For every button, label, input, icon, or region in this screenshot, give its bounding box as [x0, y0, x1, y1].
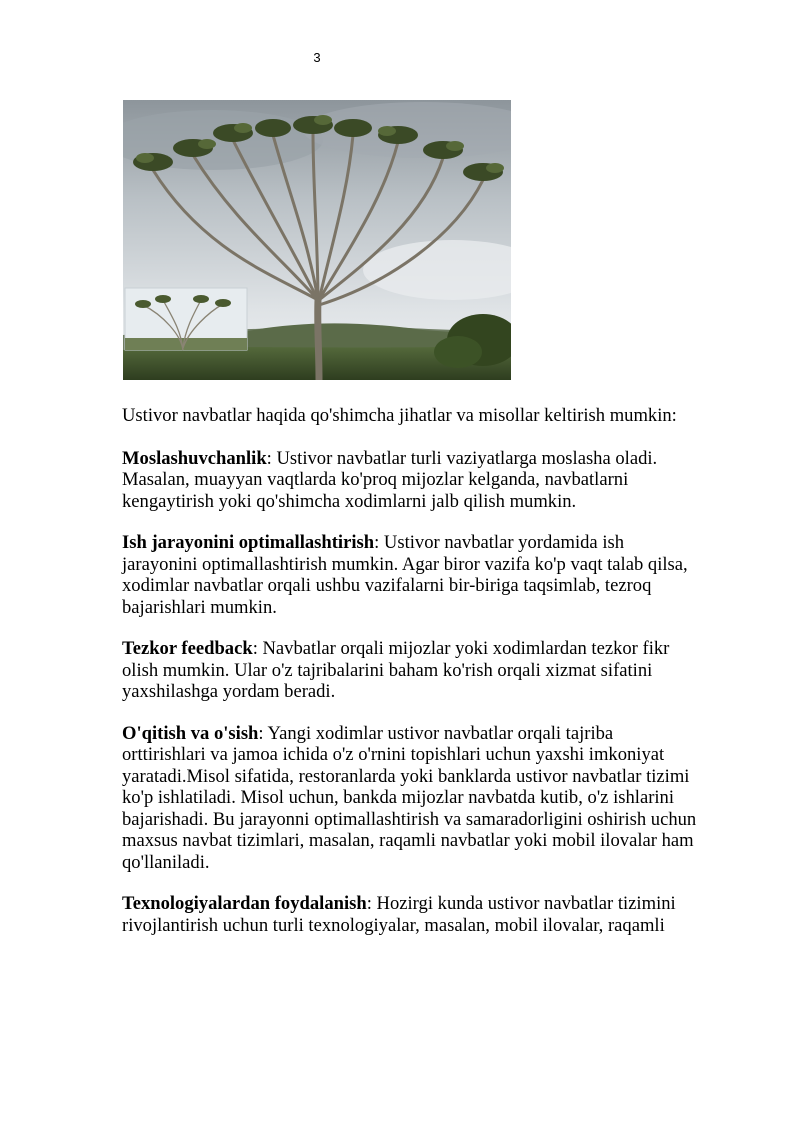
document-body [122, 405, 697, 956]
section-paragraph [122, 532, 697, 618]
section-text: : Ustivor navbatlar turli vaziyatlarga moslasha oladi. Masalan, muayyan vaqtlarda ko'proq mijozlar kelganda, navbatlarni kengaytirish yoki qo'shimcha xodimlarni jalb qilish mumkin. [122, 447, 658, 512]
section-title: Moslashuvchanlik [122, 447, 267, 469]
section-title: O'qitish va o'sish [122, 722, 259, 744]
section-text: : Hozirgi kunda ustivor navbatlar tizimini rivojlantirish uchun turli texnologiyalar, masalan, mobil ilovalar, raqamli [122, 893, 676, 936]
tree-photo [123, 100, 511, 380]
section-title: Ish jarayonini optimallashtirish [122, 532, 375, 553]
section-paragraph [122, 893, 697, 936]
section-text: : Yangi xodimlar ustivor navbatlar orqali tajriba orttirishlari va jamoa ichida o'z o'rnini topishlari uchun yaxshi imkoniyat yaratadi.Misol sifatida, restoranlarda yoki banklarda ustivor navbatlar tizimi ko'p ishlatiladi. Misol uchun, bankda mijozlar navbatda kutib, o'z ishlarini bajarishadi. Bu jarayonni optimallashtirish va samaradorligini oshirish uchun maxsus navbat tizimlari, masalan, raqamli navbatlar yoki mobil ilovalar ham qo'llaniladi. [122, 722, 697, 873]
intro-paragraph: Ustivor navbatlar haqida qo'shimcha jihatlar va misollar keltirish mumkin: [122, 405, 677, 426]
inset-photo [125, 288, 247, 350]
section-title: Texnologiyalardan foydalanish [122, 893, 367, 914]
section-title: Tezkor feedback [122, 638, 253, 659]
section-text: : Navbatlar orqali mijozlar yoki xodimlardan tezkor fikr olish mumkin. Ular o'z tajribalarini baham ko'rish orqali xizmat sifatini yaxshilashga yordam beradi. [122, 638, 670, 702]
section-paragraph [122, 638, 697, 703]
section-paragraph [122, 723, 697, 874]
section-paragraph [122, 448, 697, 513]
section-text: : Ustivor navbatlar yordamida ish jarayonini optimallashtirish mumkin. Agar biror vazifa ko'p vaqt talab qilsa, xodimlar navbatlar orqali ushbu vazifalarni bir-biriga taqsimlab, tezroq bajarishlari mumkin. [122, 532, 688, 618]
page-number: 3 [313, 50, 321, 65]
